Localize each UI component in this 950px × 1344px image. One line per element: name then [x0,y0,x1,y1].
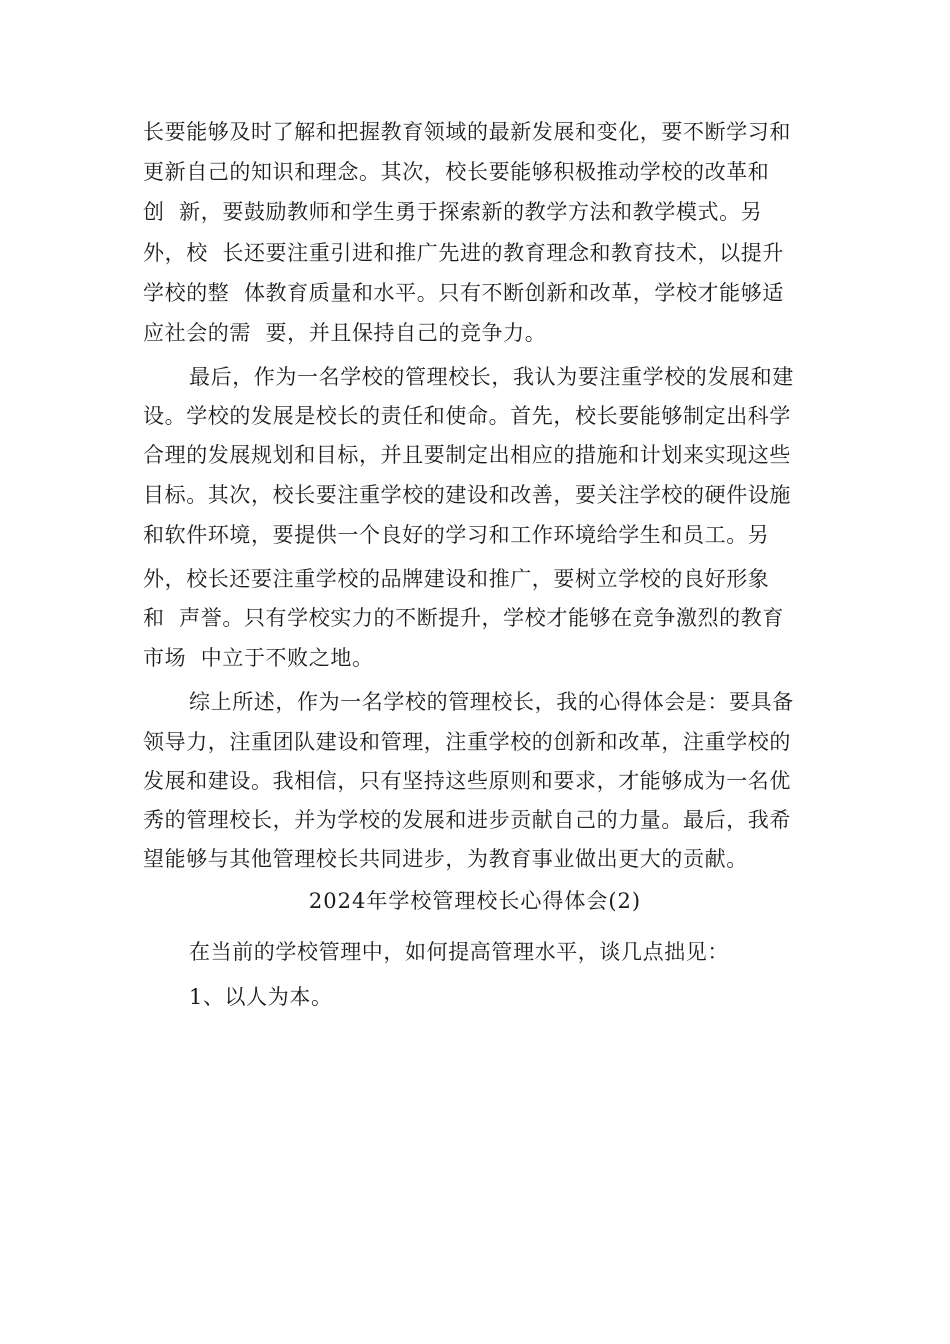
paragraph-5-line: 1、以人为本。 [189,985,333,1009]
paragraph-3-line: 秀的管理校长，并为学校的发展和进步贡献自己的力量。最后，我希 [143,808,791,832]
paragraph-3-line: 领导力，注重团队建设和管理，注重学校的创新和改革，注重学校的 [143,730,791,754]
paragraph-1-line: 创 新，要鼓励教师和学生勇于探索新的教学方法和教学模式。另 [143,200,763,224]
paragraph-2-line: 外，校长还要注重学校的品牌建设和推广，要树立学校的良好形象 [143,567,770,591]
paragraph-1-line: 更新自己的知识和理念。其次，校长要能够积极推动学校的改革和 [143,160,770,184]
paragraph-1-line: 学校的整 体教育质量和水平。只有不断创新和改革，学校才能够适 [143,281,784,305]
paragraph-3-line: 望能够与其他管理校长共同进步，为教育事业做出更大的贡献。 [143,847,748,871]
paragraph-3-line: 综上所述，作为一名学校的管理校长，我的心得体会是：要具备 [189,690,794,714]
paragraph-2-line: 设。学校的发展是校长的责任和使命。首先，校长要能够制定出科学 [143,404,791,428]
paragraph-1-line: 应社会的需 要，并且保持自己的竞争力。 [143,321,547,345]
paragraph-4-line: 在当前的学校管理中，如何提高管理水平，谈几点拙见： [189,940,729,964]
paragraph-2-line: 和 声誉。只有学校实力的不断提升，学校才能够在竞争激烈的教育 [143,606,784,630]
paragraph-2-line: 市场 中立于不败之地。 [143,646,374,670]
paragraph-2-line: 最后，作为一名学校的管理校长，我认为要注重学校的发展和建 [189,365,794,389]
paragraph-2-line: 目标。其次，校长要注重学校的建设和改善，要关注学校的硬件设施 [143,483,791,507]
paragraph-3-line: 发展和建设。我相信，只有坚持这些原则和要求，才能够成为一名优 [143,769,791,793]
paragraph-2-line: 合理的发展规划和目标，并且要制定出相应的措施和计划来实现这些 [143,443,791,467]
paragraph-2-line: 和软件环境，要提供一个良好的学习和工作环境给学生和员工。另 [143,523,770,547]
paragraph-1-line: 外，校 长还要注重引进和推广先进的教育理念和教育技术，以提升 [143,241,784,265]
section-heading: 2024年学校管理校长心得体会(2) [308,889,642,913]
paragraph-1-line: 长要能够及时了解和把握教育领域的最新发展和变化，要不断学习和 [143,120,791,144]
